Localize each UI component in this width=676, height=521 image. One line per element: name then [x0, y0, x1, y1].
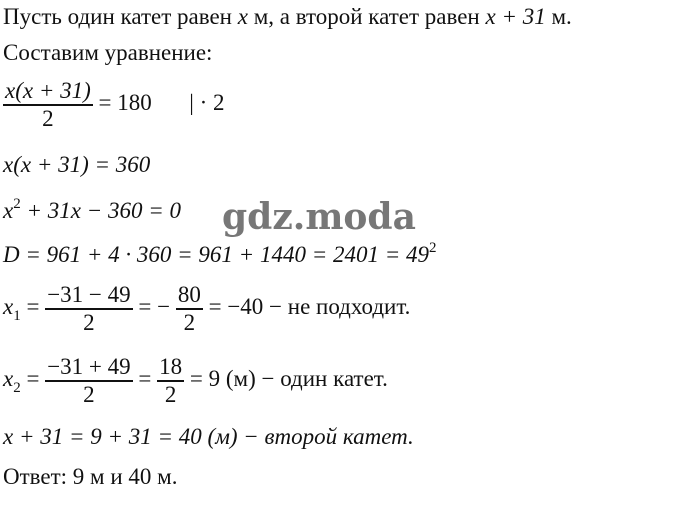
line-discriminant — [3, 240, 436, 268]
root-1-denominator-b: 2 — [183, 309, 196, 335]
answer-text: Ответ: 9 м и 40 м. — [3, 464, 178, 489]
intro-text-d: м. — [551, 4, 572, 29]
root-1-conclusion: = −40 − не подходит. — [208, 294, 411, 320]
fraction-denominator: 2 — [42, 105, 54, 131]
intro-text-b: м, а второй катет равен — [253, 4, 480, 29]
root-2-subscript: 2 — [13, 380, 21, 397]
multiply-note: | · 2 — [189, 90, 225, 116]
line-answer — [3, 464, 177, 490]
root-1-numerator-a: −31 − 49 — [47, 282, 131, 307]
root-1-subscript: 1 — [13, 308, 21, 325]
quadratic-var: x — [3, 198, 14, 223]
fraction-numerator: x(x + 31) — [5, 78, 91, 103]
quadratic-rest: + 31x − 360 = 0 — [26, 198, 181, 223]
discriminant-text: D = 961 + 4 · 360 = 961 + 1440 = 2401 = 49 — [3, 242, 429, 267]
compose-text: Составим уравнение: — [3, 40, 213, 65]
root-1-fraction-a — [45, 282, 132, 336]
line-intro — [3, 4, 572, 30]
root-2-denominator-b: 2 — [164, 381, 177, 407]
line-second-leg — [3, 424, 414, 450]
intro-expr: x + 31 — [485, 4, 546, 29]
watermark: gdz.moda — [222, 196, 416, 238]
root-1-numerator-b: 80 — [177, 282, 201, 307]
equation-2-text: x(x + 31) = 360 — [3, 152, 151, 177]
fraction — [3, 78, 93, 132]
root-2-var: x — [3, 366, 14, 392]
line-root-2 — [3, 354, 388, 408]
root-1-eq: = — [26, 294, 40, 320]
root-2-denominator-a: 2 — [83, 381, 95, 407]
line-root-1 — [3, 282, 410, 336]
root-2-numerator-b: 18 — [159, 354, 183, 379]
intro-var-x: x — [237, 4, 248, 29]
root-1-var: x — [3, 294, 14, 320]
root-1-denominator-a: 2 — [83, 309, 95, 335]
root-2-fraction-a — [45, 354, 132, 408]
discriminant-exponent: 2 — [428, 240, 437, 256]
line-quadratic — [3, 196, 181, 224]
line-compose — [3, 40, 212, 66]
equation-rhs: = 180 — [98, 90, 152, 116]
second-leg-text: x + 31 = 9 + 31 = 40 (м) − второй катет. — [3, 424, 414, 449]
root-2-conclusion: = 9 (м) − один катет. — [189, 366, 388, 392]
root-1-eq2: = − — [138, 294, 171, 320]
line-equation-1 — [3, 78, 225, 132]
quadratic-exponent: 2 — [13, 196, 21, 212]
root-2-numerator-a: −31 + 49 — [47, 354, 131, 379]
root-2-eq2: = — [138, 366, 152, 392]
line-equation-2 — [3, 152, 150, 178]
root-2-eq: = — [26, 366, 40, 392]
root-2-fraction-b — [157, 354, 184, 408]
root-1-fraction-b — [176, 282, 203, 336]
intro-text-a: Пусть один катет равен — [3, 4, 232, 29]
